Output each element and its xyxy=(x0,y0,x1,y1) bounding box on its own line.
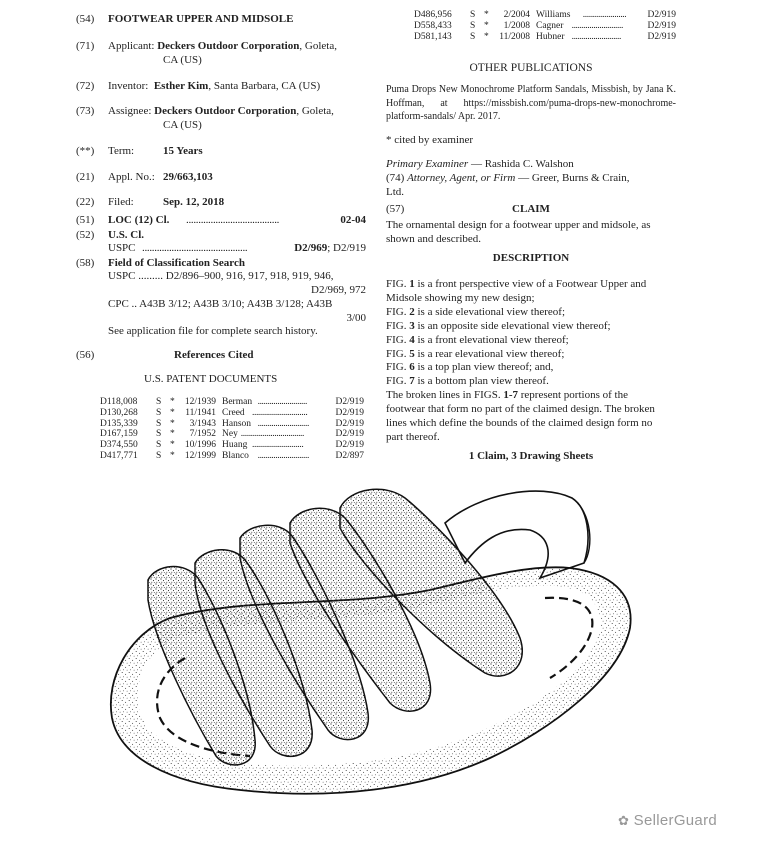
description-line xyxy=(386,360,553,374)
appl-value: 29/663,103 xyxy=(163,171,213,183)
code-74: (74) xyxy=(386,172,405,184)
watermark xyxy=(618,812,717,829)
applicant-location-2: CA (US) xyxy=(163,54,202,66)
code-71: (71) xyxy=(76,40,95,52)
patent-date: 3/1943 xyxy=(189,418,216,429)
description-text: is an opposite side elevational view thereof; xyxy=(414,319,611,332)
cited-note: * cited by examiner xyxy=(386,134,474,146)
uscl-label: U.S. Cl. xyxy=(108,229,145,241)
patent-class: D2/919 xyxy=(647,20,676,31)
code-52: (52) xyxy=(76,229,95,241)
description-text: represent portions of the xyxy=(518,389,628,402)
patent-number: D167,159 xyxy=(100,429,138,440)
description-text: FIG. xyxy=(386,375,410,388)
wechat-icon: ✿ xyxy=(618,813,630,828)
sheets-note: 1 Claim, 3 Drawing Sheets xyxy=(468,450,594,462)
patent-star: * xyxy=(170,397,175,407)
patent-number: D130,268 xyxy=(100,407,138,418)
patent-date: 12/1939 xyxy=(184,397,216,407)
patent-kind: S xyxy=(156,451,162,461)
patent-star: * xyxy=(170,451,175,461)
patent-kind: S xyxy=(156,397,162,407)
patent-class: D2/919 xyxy=(335,418,364,429)
patent-dots: ...................... xyxy=(582,10,627,20)
description-line xyxy=(386,347,564,361)
patent-dots: .......................... xyxy=(257,418,309,429)
patent-dots: ............................ xyxy=(252,407,308,418)
figure-number: 5 xyxy=(409,347,415,360)
examiner-name: — Rashida C. Walshon xyxy=(468,158,574,170)
term-label: Term: xyxy=(108,145,135,157)
description-line xyxy=(386,402,655,416)
patent-star: * xyxy=(170,418,175,429)
patent-kind: S xyxy=(156,407,162,418)
patent-class: D2/919 xyxy=(335,440,364,451)
code-54: (54) xyxy=(76,13,95,25)
patent-number: D118,008 xyxy=(100,397,138,407)
patent-dots: ......................... xyxy=(571,31,621,42)
uspc-label: USPC xyxy=(108,242,136,254)
patent-star: * xyxy=(170,407,175,418)
description-heading: DESCRIPTION xyxy=(492,252,570,264)
description-text: part thereof. xyxy=(386,430,440,443)
code-72: (72) xyxy=(76,80,95,92)
uscl-secondary: ; D2/919 xyxy=(327,242,366,254)
patent-inventor: Cagner xyxy=(536,20,564,31)
description-text: FIG. xyxy=(386,347,410,360)
description-line xyxy=(386,388,628,402)
description-text: The broken lines in FIGS. xyxy=(386,389,504,402)
description-line xyxy=(386,291,535,305)
other-publication-text: Puma Drops New Monochrome Platform Sandals, Missbish, by Jana K. Hoffman, at https://missbish.com/puma-drops-new-monochrome-platform-sandals/ Apr. 2017. xyxy=(386,84,676,122)
right-column xyxy=(386,0,676,470)
patent-row xyxy=(100,419,364,430)
description-line xyxy=(386,333,569,347)
uscl-dots: ........................................... xyxy=(142,242,248,254)
description-text: is a rear elevational view thereof; xyxy=(414,347,565,360)
patent-inventor: Blanco xyxy=(222,451,249,461)
patent-kind: S xyxy=(156,440,162,451)
description-text: FIG. xyxy=(386,333,410,346)
figure-number: 1-7 xyxy=(503,389,518,402)
patent-class: D2/919 xyxy=(335,407,364,418)
attorney-line-2: Ltd. xyxy=(386,186,405,198)
patent-dots: ......................... xyxy=(257,397,307,407)
patent-row xyxy=(100,429,364,440)
patent-row xyxy=(100,397,364,408)
figure-number: 2 xyxy=(409,305,415,318)
patent-dots: .......................... xyxy=(571,20,623,31)
claim-text: The ornamental design for a footwear upper and midsole, as shown and described. xyxy=(386,219,651,245)
applicant-name: Deckers Outdoor Corporation xyxy=(157,40,300,52)
assignee-name: Deckers Outdoor Corporation xyxy=(154,105,297,117)
uscl-main: D2/969 xyxy=(294,242,328,254)
patent-inventor: Huang xyxy=(222,440,248,451)
description-text: footwear that form no part of the claimed design. The broken xyxy=(386,403,655,416)
code-51: (51) xyxy=(76,214,95,226)
attorney-row xyxy=(386,171,629,185)
patent-row xyxy=(100,408,364,419)
patent-row xyxy=(414,10,676,21)
references-heading: References Cited xyxy=(174,349,254,361)
assignee-location-2: CA (US) xyxy=(163,119,202,131)
patent-date: 7/1952 xyxy=(189,429,216,440)
filed-label: Filed: xyxy=(108,196,134,208)
description-text: is a top plan view thereof; and, xyxy=(414,361,554,374)
term-value: 15 Years xyxy=(163,145,203,157)
attorney-name: — Greer, Burns & Crain, xyxy=(515,172,630,184)
sandal-drawing xyxy=(100,468,660,813)
code-22: (22) xyxy=(76,196,95,208)
patent-class: D2/919 xyxy=(647,31,676,42)
patent-inventor: Hubner xyxy=(536,31,565,42)
attorney-label: Attorney, Agent, or Firm xyxy=(407,172,516,184)
patent-kind: S xyxy=(470,31,476,42)
patent-inventor: Ney xyxy=(222,429,238,440)
patent-number: D581,143 xyxy=(414,31,452,42)
loc-label: LOC (12) Cl. xyxy=(108,214,170,226)
figure-number: 7 xyxy=(409,375,415,388)
figure-number: 1 xyxy=(409,278,415,290)
code-term: (**) xyxy=(76,145,95,157)
description-text: Midsole showing my new design; xyxy=(386,291,535,304)
description-text: FIG. xyxy=(386,278,410,290)
patent-date: 11/2008 xyxy=(499,31,530,42)
patent-star: * xyxy=(484,10,489,20)
patent-inventor: Creed xyxy=(222,407,245,418)
description-line xyxy=(386,430,440,444)
field-cpc: CPC .. A43B 3/12; A43B 3/10; A43B 3/128; A43B xyxy=(108,298,333,310)
other-publications-heading: OTHER PUBLICATIONS xyxy=(469,62,593,74)
assignee-location: , Goleta, xyxy=(296,105,334,117)
field-search-label: Field of Classification Search xyxy=(108,257,245,269)
examiner-row xyxy=(386,157,574,171)
patent-date: 2/2004 xyxy=(503,10,530,20)
patent-title: FOOTWEAR UPPER AND MIDSOLE xyxy=(108,13,294,25)
patent-number: D486,956 xyxy=(414,10,452,20)
patent-class: D2/919 xyxy=(647,10,676,20)
appl-label: Appl. No.: xyxy=(108,171,155,183)
applicant-label: Applicant: xyxy=(108,40,155,52)
watermark-text: SellerGuard xyxy=(633,812,718,829)
patent-number: D417,771 xyxy=(100,451,138,461)
left-column xyxy=(76,0,366,470)
inventor-label: Inventor: xyxy=(108,80,149,92)
patent-kind: S xyxy=(156,418,162,429)
patent-inventor: Hanson xyxy=(222,418,252,429)
description-text: FIG. xyxy=(386,305,410,318)
figure-number: 3 xyxy=(409,319,415,332)
code-56: (56) xyxy=(76,349,95,361)
patent-number: D558,433 xyxy=(414,20,452,31)
patent-date: 11/1941 xyxy=(185,407,216,418)
claim-heading: CLAIM xyxy=(512,203,550,215)
figure-number: 4 xyxy=(409,333,415,346)
description-text: lines which define the bounds of the claimed design form no xyxy=(386,417,653,429)
patent-star: * xyxy=(170,440,175,451)
description-text: is a front perspective view of a Footwear Upper and xyxy=(414,278,647,290)
patent-class: D2/897 xyxy=(335,451,364,461)
patent-star: * xyxy=(484,31,489,42)
patent-class: D2/919 xyxy=(335,429,364,440)
code-58: (58) xyxy=(76,257,95,269)
field-uspc: USPC ......... D2/896–900, 916, 917, 918, 919, 946, xyxy=(108,270,334,282)
inventor-location: , Santa Barbara, CA (US) xyxy=(208,80,321,92)
patent-row xyxy=(100,451,364,462)
patent-star: * xyxy=(484,20,489,31)
figure-number: 6 xyxy=(409,361,415,374)
loc-dots: ...................................... xyxy=(186,214,280,226)
code-21: (21) xyxy=(76,171,95,183)
field-cpc-2: 3/00 xyxy=(346,312,366,324)
code-73: (73) xyxy=(76,105,95,117)
description-text: FIG. xyxy=(386,361,410,374)
patent-inventor: Williams xyxy=(536,10,571,20)
patent-dots: ................................ xyxy=(240,429,304,440)
patent-kind: S xyxy=(470,10,476,20)
description-line xyxy=(386,305,565,319)
description-text: FIG. xyxy=(386,319,410,332)
patent-number: D374,550 xyxy=(100,440,138,451)
patent-row xyxy=(414,21,676,32)
patent-number: D135,339 xyxy=(100,418,138,429)
applicant-location: , Goleta, xyxy=(299,40,337,52)
assignee-label: Assignee: xyxy=(108,105,152,117)
description-text: is a bottom plan view thereof. xyxy=(414,375,549,388)
patent-star: * xyxy=(170,429,175,440)
description-line xyxy=(386,416,652,430)
patent-class: D2/919 xyxy=(335,397,364,407)
patent-dots: .......................... xyxy=(257,451,309,461)
patent-kind: S xyxy=(470,20,476,31)
inventor-name: Esther Kim xyxy=(153,80,209,92)
patent-date: 12/1999 xyxy=(184,451,216,461)
patent-date: 10/1996 xyxy=(184,440,216,451)
loc-value: 02-04 xyxy=(340,214,366,226)
patent-dots: .......................... xyxy=(252,440,304,451)
description-line xyxy=(386,319,611,333)
examiner-label: Primary Examiner xyxy=(386,158,469,170)
us-patent-docs-heading: U.S. PATENT DOCUMENTS xyxy=(144,373,278,385)
description-line xyxy=(386,374,549,388)
patent-row xyxy=(414,32,676,43)
patent-date: 1/2008 xyxy=(503,20,530,31)
code-57: (57) xyxy=(386,203,405,215)
description-text: is a front elevational view thereof; xyxy=(414,333,569,346)
field-see: See application file for complete search history. xyxy=(108,325,318,337)
field-uspc-2: D2/969, 972 xyxy=(311,284,366,296)
patent-row xyxy=(100,440,364,451)
patent-inventor: Berman xyxy=(222,397,253,407)
description-text: is a side elevational view thereof; xyxy=(414,305,566,318)
filed-value: Sep. 12, 2018 xyxy=(163,196,225,208)
description-line xyxy=(386,277,646,291)
patent-kind: S xyxy=(156,429,162,440)
